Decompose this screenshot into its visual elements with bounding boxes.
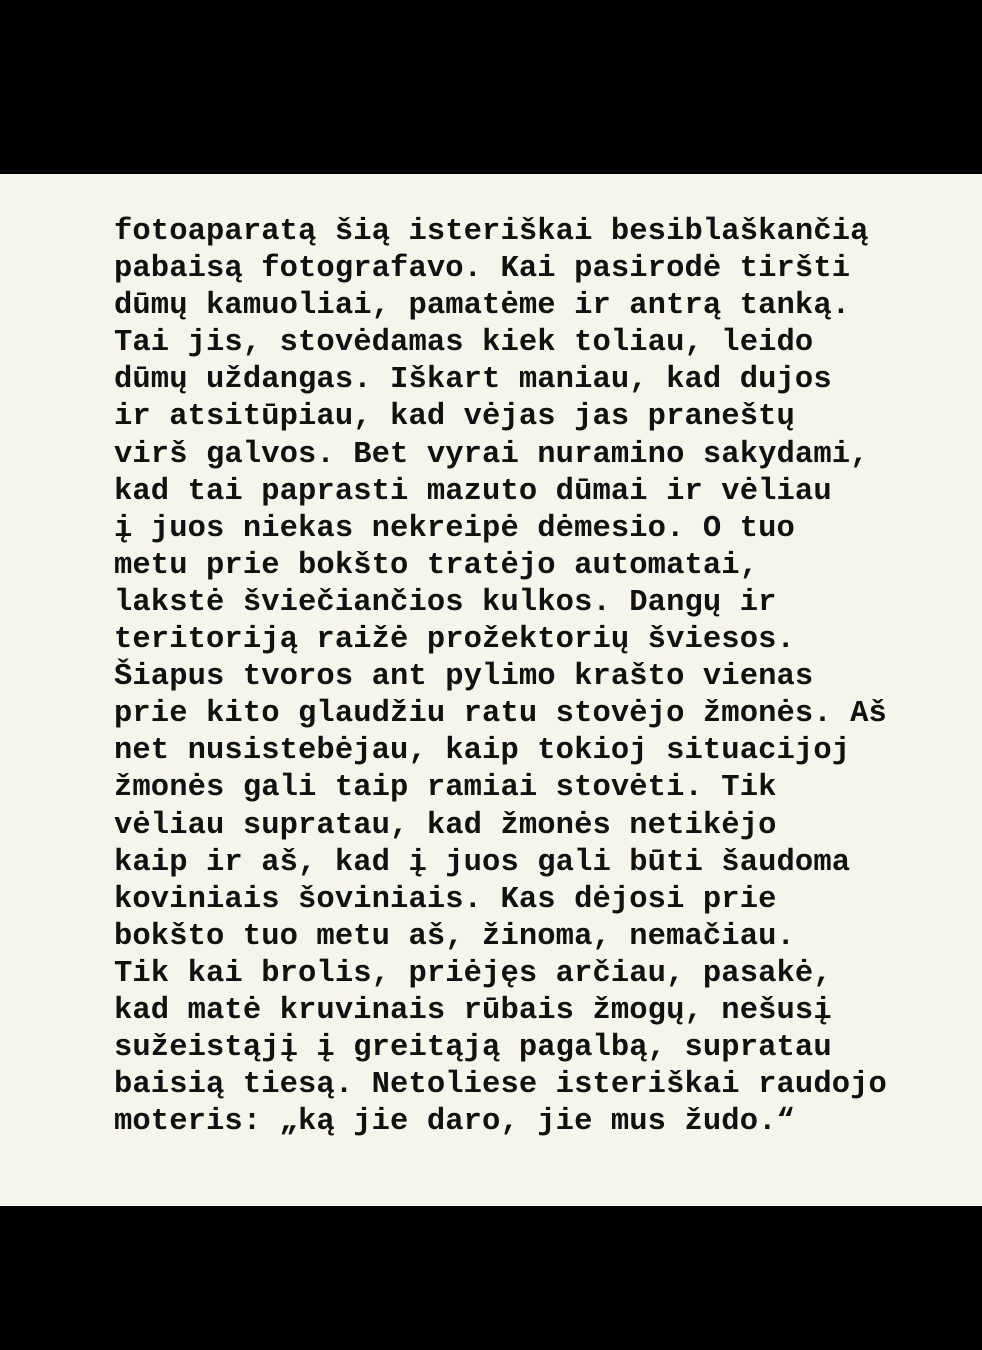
text-line: dūmų kamuoliai, pamatėme ir antrą tanką. (114, 289, 851, 324)
text-line: fotoaparatą šią isteriškai besiblaškančią (114, 215, 869, 249)
text-line: koviniais šoviniais. Kas dėjosi prie (114, 882, 777, 917)
text-line: Šiapus tvoros ant pylimo krašto vienas (114, 660, 814, 695)
text-line: žmonės gali taip ramiai stovėti. Tik (114, 771, 777, 806)
text-line: pabaisą fotografavo. Kai pasirodė tiršti (114, 252, 851, 287)
text-line: sužeistąjį į greitąją pagalbą, supratau (114, 1031, 832, 1066)
text-line: Tik kai brolis, priėjęs arčiau, pasakė, (114, 956, 832, 991)
paper-page (0, 174, 982, 1206)
text-line: metu prie bokšto tratėjo automatai, (114, 548, 759, 583)
text-line: Tai jis, stovėdamas kiek toliau, leido (114, 326, 814, 361)
text-line: kad tai paprasti mazuto dūmai ir vėliau (114, 474, 832, 509)
text-line: vėliau supratau, kad žmonės netikėjo (114, 808, 777, 843)
text-line: bokšto tuo metu aš, žinoma, nemačiau. (114, 919, 795, 954)
text-line: prie kito glaudžiu ratu stovėjo žmonės. Aš (114, 697, 887, 732)
text-line: net nusistebėjau, kaip tokioj situacijoj (114, 734, 851, 769)
text-line: kad matė kruvinais rūbais žmogų, nešusį (114, 993, 832, 1028)
text-line: kaip ir aš, kad į juos gali būti šaudoma (114, 845, 851, 880)
text-line: į juos niekas nekreipė dėmesio. O tuo (114, 511, 795, 546)
text-line: moteris: „ką jie daro, jie mus žudo.“ (114, 1105, 795, 1140)
text-line: baisią tiesą. Netoliese isteriškai raudojo (114, 1068, 887, 1103)
text-line: virš galvos. Bet vyrai nuramino sakydami, (114, 437, 869, 472)
top-black-bar (0, 0, 982, 174)
text-line: ir atsitūpiau, kad vėjas jas praneštų (114, 400, 795, 435)
bottom-black-bar (0, 1206, 982, 1350)
typewritten-text (114, 214, 974, 1141)
text-line: lakstė šviečiančios kulkos. Dangų ir (114, 585, 777, 620)
text-line: teritoriją raižė prožektorių šviesos. (114, 623, 795, 658)
text-line: dūmų uždangas. Iškart maniau, kad dujos (114, 363, 832, 398)
